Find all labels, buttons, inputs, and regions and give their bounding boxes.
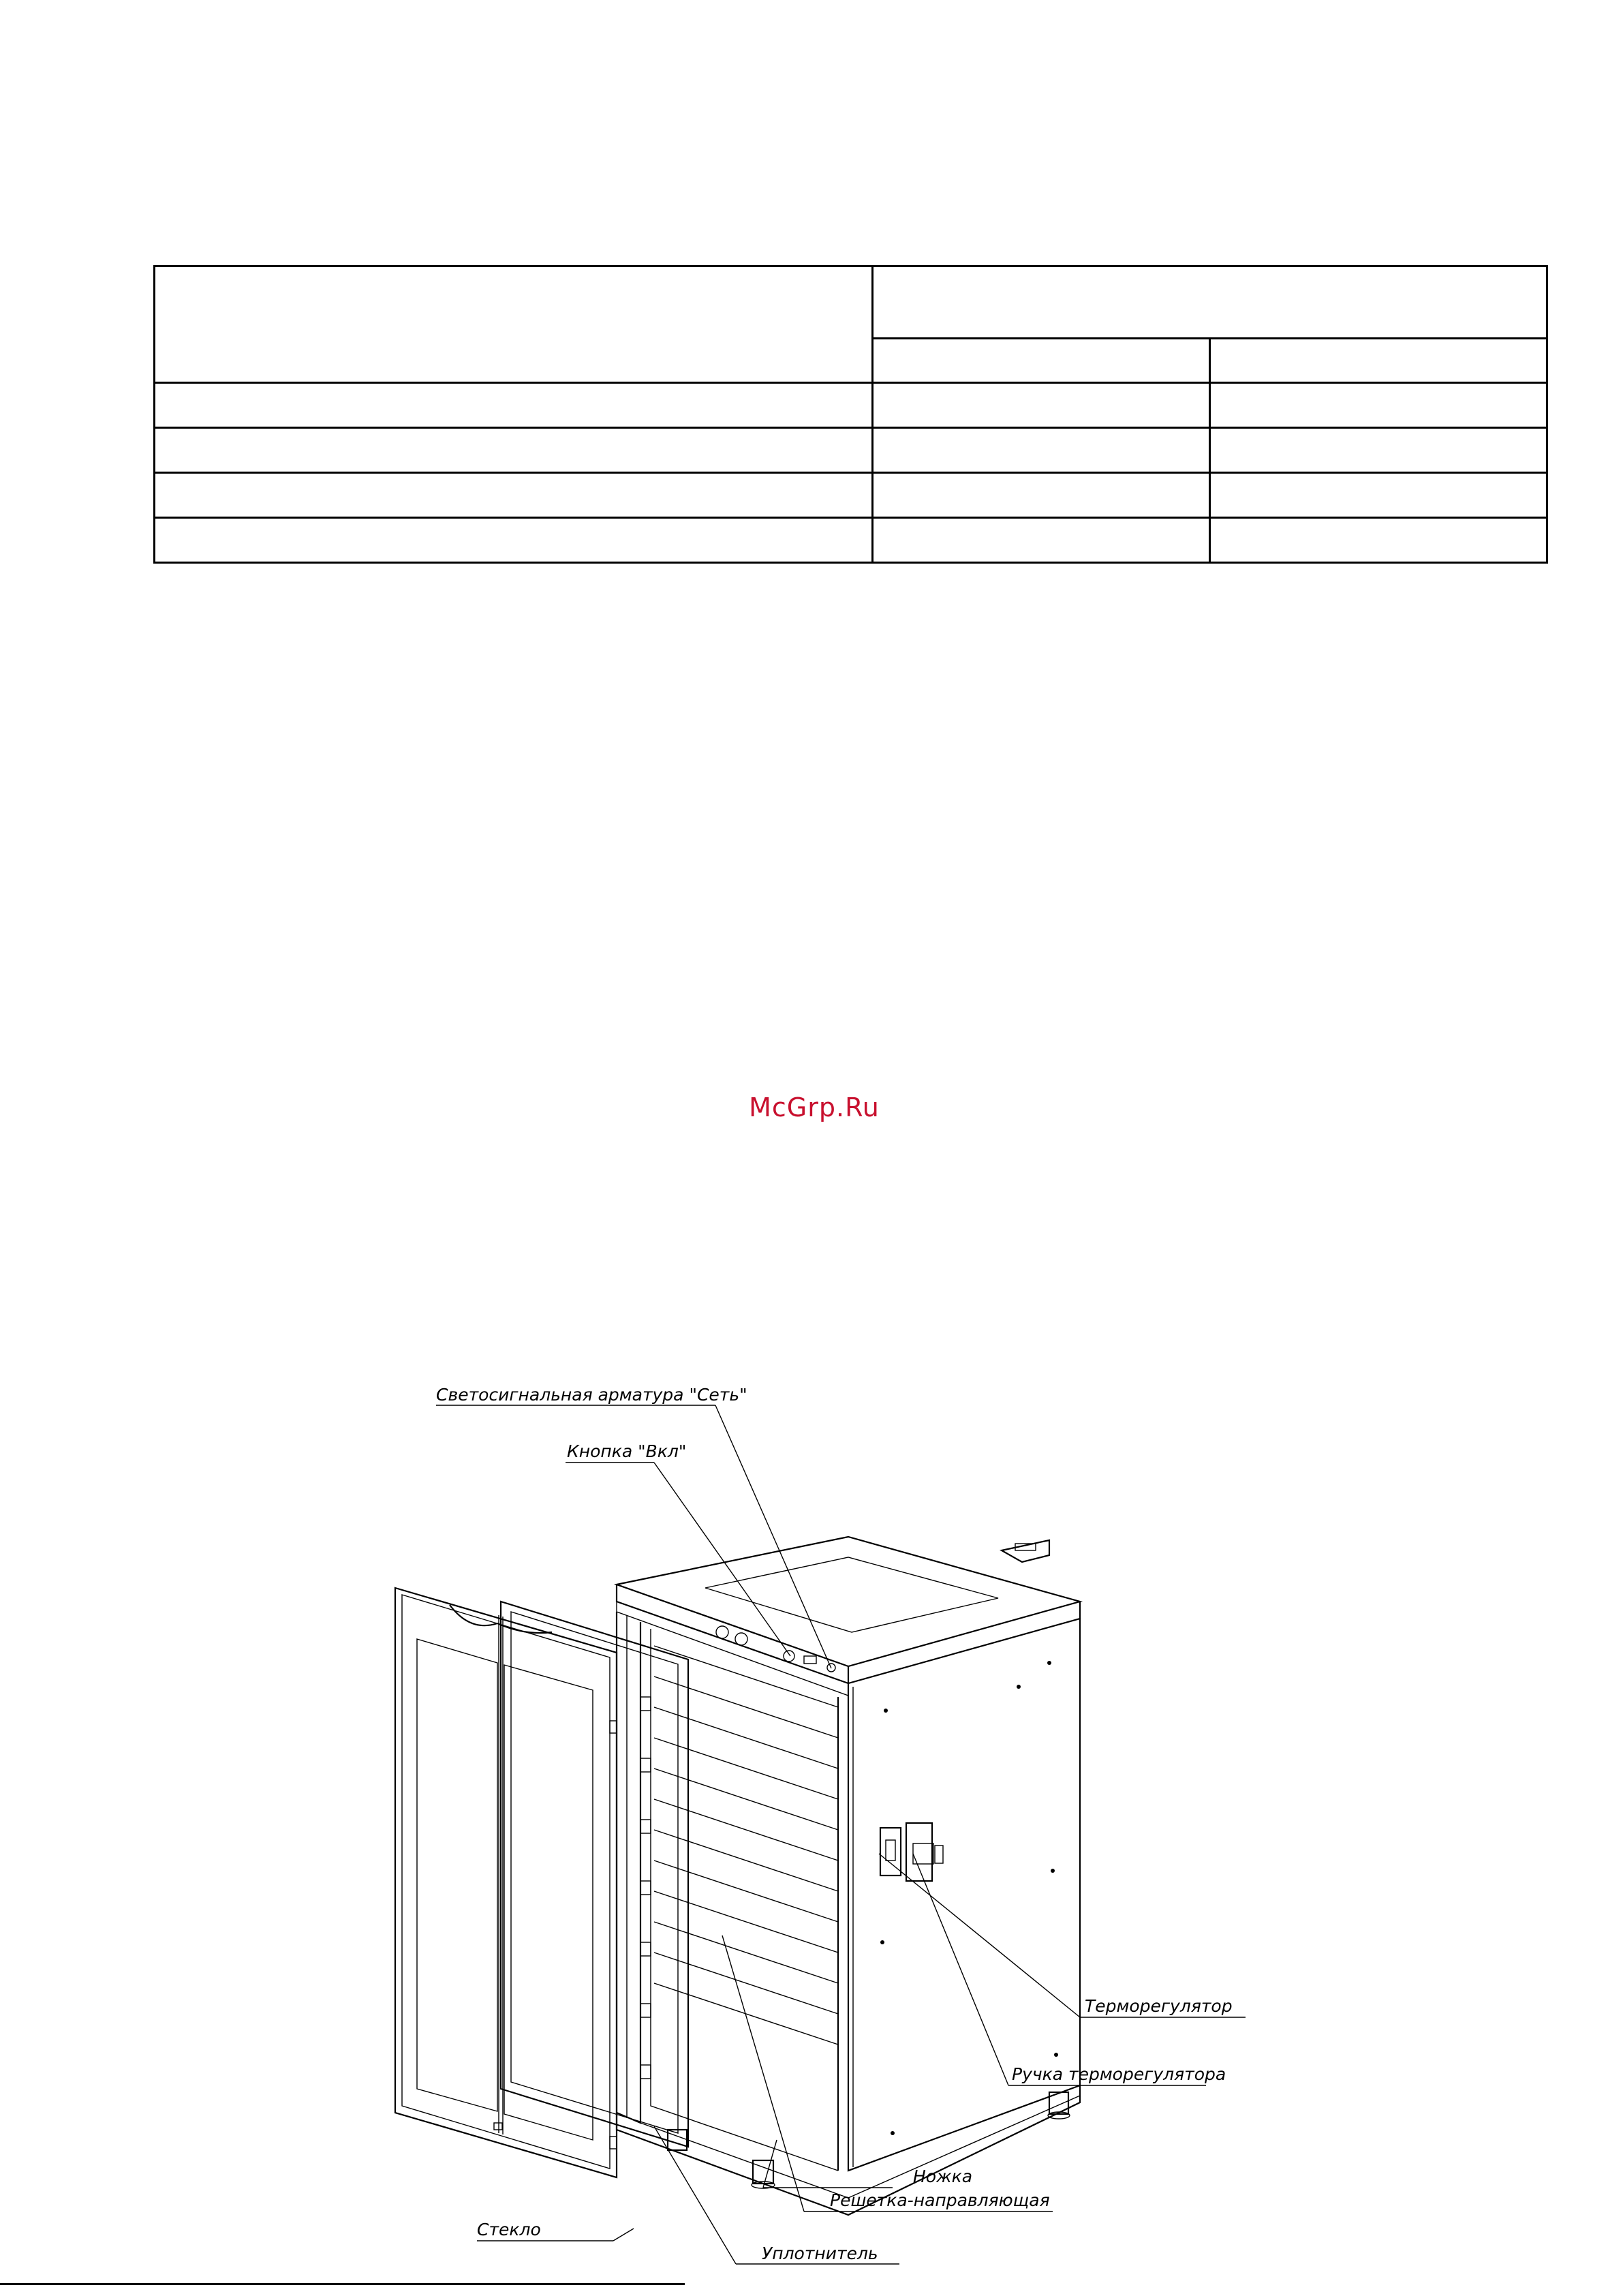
- table-cell: [873, 473, 1210, 518]
- table-row: [155, 383, 1547, 428]
- table-row: [155, 473, 1547, 518]
- table-header-cell: [873, 266, 1547, 339]
- proofer-cabinet-drawing: [368, 1377, 1274, 2263]
- guide-racks: [640, 1629, 838, 2171]
- leader-lines: [436, 1405, 1246, 2264]
- table-cell: [155, 383, 873, 428]
- watermark: McGrp.Ru: [749, 1092, 880, 1122]
- table-header-cell: [1210, 339, 1547, 383]
- table-cell: [873, 383, 1210, 428]
- callout-thermostat: Терморегулятор: [1085, 1996, 1233, 2016]
- table-header-cell: [155, 266, 873, 383]
- callout-signal-lamp: Светосигнальная арматура "Сеть": [436, 1385, 747, 1405]
- table-header-cell: [873, 339, 1210, 383]
- table-cell: [1210, 473, 1547, 518]
- callout-guide-rack: Решетка-направляющая: [830, 2190, 1050, 2210]
- callout-seal: Уплотнитель: [762, 2244, 878, 2263]
- table-cell: [873, 518, 1210, 563]
- door-seal: [501, 1602, 688, 2147]
- spec-table: [153, 265, 1548, 564]
- cabinet-body: [617, 1537, 1080, 2215]
- table-cell: [1210, 428, 1547, 473]
- callout-on-button: Кнопка "Вкл": [567, 1441, 687, 1461]
- door-glass: [395, 1588, 617, 2177]
- table-cell: [873, 428, 1210, 473]
- table-cell: [1210, 383, 1547, 428]
- table-cell: [155, 518, 873, 563]
- callout-thermostat-knob: Ручка терморегулятора: [1012, 2064, 1226, 2084]
- callout-leg: Ножка: [913, 2167, 973, 2186]
- table-cell: [1210, 518, 1547, 563]
- table-row: [155, 428, 1547, 473]
- footnote-rule: [0, 2283, 685, 2285]
- table-cell: [155, 473, 873, 518]
- table-row: [155, 518, 1547, 563]
- callout-glass: Стекло: [477, 2220, 541, 2239]
- table-cell: [155, 428, 873, 473]
